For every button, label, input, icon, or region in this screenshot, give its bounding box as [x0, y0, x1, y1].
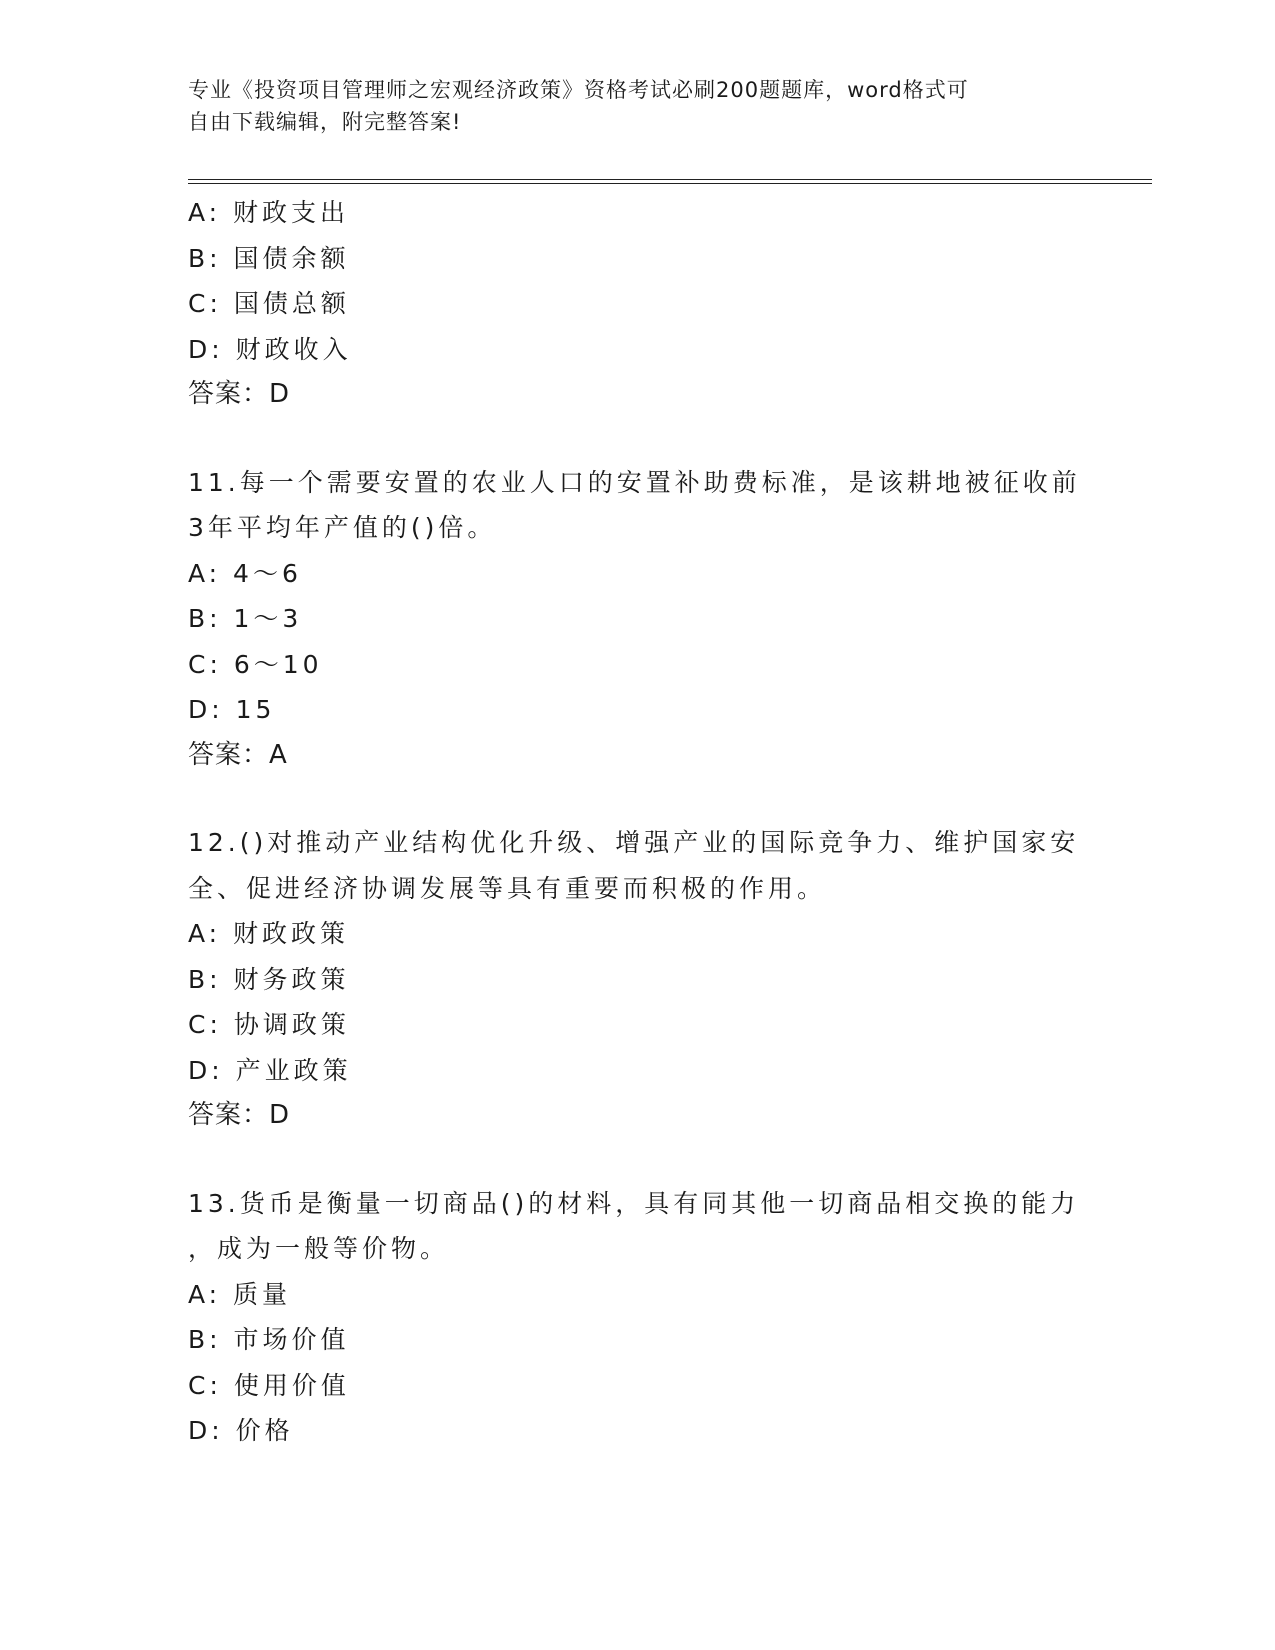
header-line-2: 自由下载编辑，附完整答案! — [188, 110, 462, 134]
option-d: D: 产业政策 — [188, 1055, 352, 1085]
option-a: A: 4～6 — [188, 558, 302, 588]
answer: 答案：D — [188, 379, 291, 409]
question-text-line-1: 13.货币是衡量一切商品()的材料，具有同其他一切商品相交换的能力 — [188, 1188, 1080, 1218]
spacer — [188, 778, 1088, 820]
option-a: A: 财政政策 — [188, 919, 350, 948]
option-b: B: 1～3 — [188, 604, 303, 633]
question-12 — [188, 820, 1088, 1139]
option-a: A: 质量 — [188, 1279, 292, 1309]
option-d: D: 15 — [188, 695, 276, 724]
option-c: C: 协调政策 — [188, 1010, 350, 1039]
question-13 — [188, 1181, 1088, 1454]
answer: 答案：D — [188, 1100, 291, 1130]
spacer — [188, 1139, 1088, 1181]
option-b: B: 国债余额 — [188, 243, 350, 273]
question-list — [188, 190, 1088, 1454]
question-text-line-2: ，成为一般等价物。 — [188, 1234, 450, 1263]
option-d: D: 价格 — [188, 1416, 294, 1445]
option-c: C: 国债总额 — [188, 289, 350, 318]
header-divider-bottom — [188, 183, 1152, 184]
option-c: C: 6～10 — [188, 649, 323, 679]
question-text-line-1: 12.()对推动产业结构优化升级、增强产业的国际竞争力、维护国家安 — [188, 828, 1080, 857]
question-text-line-2: 全、促进经济协调发展等具有重要而积极的作用。 — [188, 873, 827, 903]
option-d: D: 财政收入 — [188, 334, 352, 364]
document-header — [188, 74, 1088, 138]
question-11 — [188, 460, 1088, 779]
option-a: A: 财政支出 — [188, 198, 350, 227]
answer: 答案：A — [188, 739, 288, 770]
spacer — [188, 418, 1088, 460]
option-b: B: 市场价值 — [188, 1325, 350, 1354]
question-10 — [188, 190, 1088, 418]
header-line-1: 专业《投资项目管理师之宏观经济政策》资格考试必刷200题题库，word格式可 — [188, 78, 969, 102]
header-divider-top — [188, 179, 1152, 180]
question-text-line-2: 3年平均年产值的()倍。 — [188, 513, 497, 542]
option-b: B: 财务政策 — [188, 964, 350, 994]
question-text-line-1: 11.每一个需要安置的农业人口的安置补助费标准，是该耕地被征收前 — [188, 467, 1081, 497]
option-c: C: 使用价值 — [188, 1370, 350, 1400]
